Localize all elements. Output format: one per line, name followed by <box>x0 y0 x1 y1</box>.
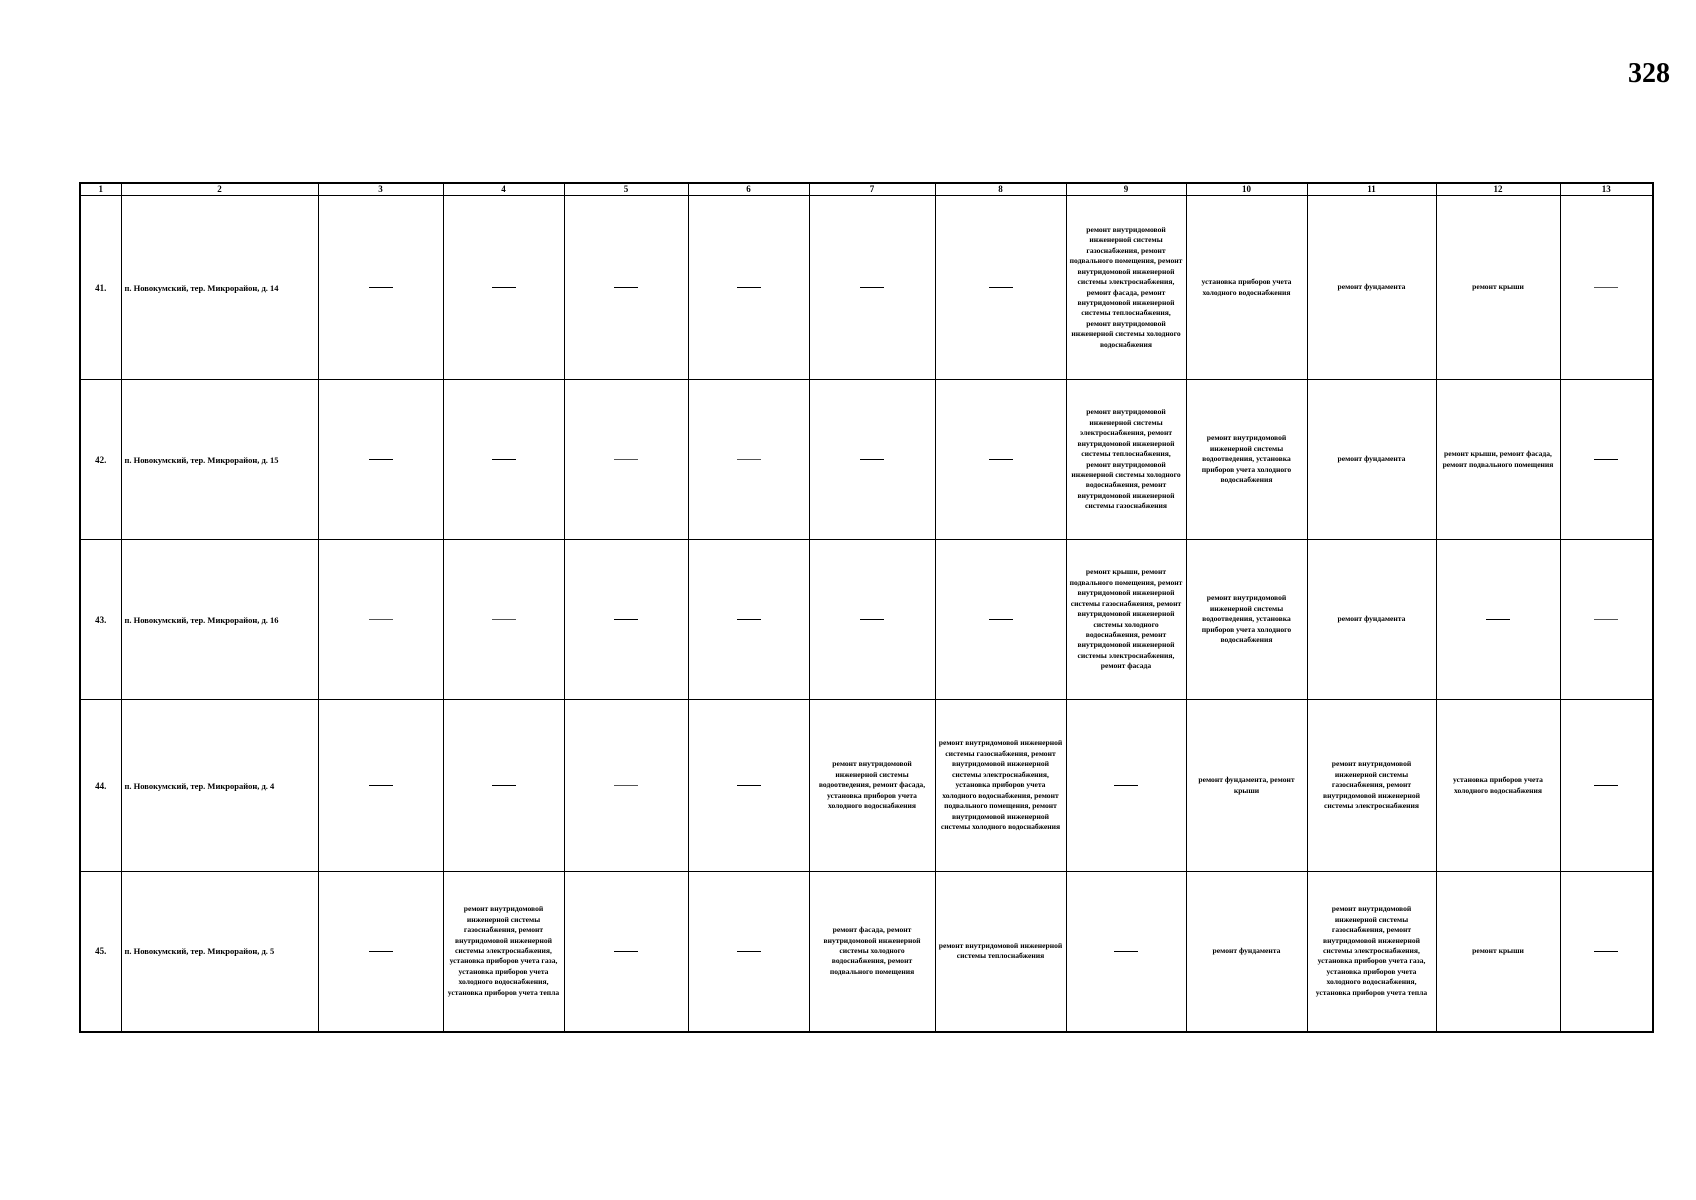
dash-mark <box>860 459 884 460</box>
empty-cell <box>564 872 688 1032</box>
empty-cell <box>1560 872 1653 1032</box>
empty-cell <box>688 700 809 872</box>
dash-mark <box>614 619 638 620</box>
dash-mark <box>614 459 638 460</box>
column-header: 2 <box>121 183 318 196</box>
empty-cell <box>564 380 688 540</box>
empty-cell <box>935 540 1066 700</box>
dash-mark <box>989 619 1013 620</box>
dash-mark <box>369 287 393 288</box>
column-header: 1 <box>80 183 121 196</box>
table-row <box>80 540 1653 700</box>
work-cell: ремонт крыши <box>1436 196 1560 380</box>
column-header: 6 <box>688 183 809 196</box>
column-header: 5 <box>564 183 688 196</box>
table-row <box>80 872 1653 1032</box>
column-header: 12 <box>1436 183 1560 196</box>
column-header: 10 <box>1186 183 1307 196</box>
row-number: 43. <box>80 540 121 700</box>
dash-mark <box>492 287 516 288</box>
dash-mark <box>614 785 638 786</box>
dash-mark <box>1594 287 1618 288</box>
empty-cell <box>809 196 935 380</box>
dash-mark <box>1114 785 1138 786</box>
work-cell: установка приборов учета холодного водоснабжения <box>1436 700 1560 872</box>
address-cell: п. Новокумский, тер. Микрорайон, д. 4 <box>121 700 318 872</box>
dash-mark <box>737 287 761 288</box>
column-header: 9 <box>1066 183 1186 196</box>
work-cell: ремонт внутридомовой инженерной системы газоснабжения, ремонт внутридомовой инженерной системы электроснабжения <box>1307 700 1436 872</box>
empty-cell <box>564 196 688 380</box>
work-cell: ремонт фундамента <box>1186 872 1307 1032</box>
empty-cell <box>318 196 443 380</box>
empty-cell <box>318 872 443 1032</box>
work-cell: ремонт внутридомовой инженерной системы газоснабжения, ремонт внутридомовой инженерной системы электроснабжения, установка приборов учета газа, установка приборов учета холодного водоснабжения, установка приборов учета тепла <box>1307 872 1436 1032</box>
dash-mark <box>737 785 761 786</box>
work-cell: ремонт внутридомовой инженерной системы водоотведения, ремонт фасада, установка приборов учета холодного водоснабжения <box>809 700 935 872</box>
dash-mark <box>1114 951 1138 952</box>
work-cell: ремонт фундамента <box>1307 380 1436 540</box>
dash-mark <box>1594 785 1618 786</box>
page-number: 328 <box>1628 58 1670 89</box>
work-cell: ремонт крыши, ремонт подвального помещения, ремонт внутридомовой инженерной системы газоснабжения, ремонт внутридомовой инженерной системы холодного водоснабжения, ремонт внутридомовой инженерной системы электроснабжения, ремонт фасада <box>1066 540 1186 700</box>
repair-schedule-table <box>79 182 1654 1033</box>
dash-mark <box>989 459 1013 460</box>
empty-cell <box>1560 540 1653 700</box>
dash-mark <box>989 287 1013 288</box>
work-cell: ремонт фундамента, ремонт крыши <box>1186 700 1307 872</box>
dash-mark <box>1594 459 1618 460</box>
dash-mark <box>492 619 516 620</box>
address-cell: п. Новокумский, тер. Микрорайон, д. 16 <box>121 540 318 700</box>
dash-mark <box>614 287 638 288</box>
address-cell: п. Новокумский, тер. Микрорайон, д. 5 <box>121 872 318 1032</box>
row-number: 45. <box>80 872 121 1032</box>
work-cell: ремонт внутридомовой инженерной системы водоотведения, установка приборов учета холодного водоснабжения <box>1186 380 1307 540</box>
work-cell: ремонт внутридомовой инженерной системы теплоснабжения <box>935 872 1066 1032</box>
table-row <box>80 700 1653 872</box>
work-cell: ремонт внутридомовой инженерной системы электроснабжения, ремонт внутридомовой инженерной системы теплоснабжения, ремонт внутридомовой инженерной системы холодного водоснабжения, ремонт внутридомовой инженерной системы газоснабжения <box>1066 380 1186 540</box>
work-cell: установка приборов учета холодного водоснабжения <box>1186 196 1307 380</box>
work-cell: ремонт фасада, ремонт внутридомовой инженерной системы холодного водоснабжения, ремонт подвального помещения <box>809 872 935 1032</box>
column-header: 8 <box>935 183 1066 196</box>
dash-mark <box>492 785 516 786</box>
empty-cell <box>1066 872 1186 1032</box>
empty-cell <box>688 540 809 700</box>
empty-cell <box>1560 196 1653 380</box>
table-row <box>80 196 1653 380</box>
table-row <box>80 380 1653 540</box>
dash-mark <box>614 951 638 952</box>
dash-mark <box>737 619 761 620</box>
empty-cell <box>318 540 443 700</box>
empty-cell <box>443 196 564 380</box>
dash-mark <box>1594 951 1618 952</box>
empty-cell <box>318 380 443 540</box>
dash-mark <box>860 287 884 288</box>
dash-mark <box>369 785 393 786</box>
work-cell: ремонт крыши <box>1436 872 1560 1032</box>
empty-cell <box>443 700 564 872</box>
work-cell: ремонт фундамента <box>1307 196 1436 380</box>
dash-mark <box>737 459 761 460</box>
empty-cell <box>1436 540 1560 700</box>
dash-mark <box>860 619 884 620</box>
empty-cell <box>809 540 935 700</box>
empty-cell <box>1560 700 1653 872</box>
empty-cell <box>564 700 688 872</box>
empty-cell <box>809 380 935 540</box>
empty-cell <box>443 540 564 700</box>
column-number-row <box>80 183 1653 196</box>
dash-mark <box>492 459 516 460</box>
column-header: 4 <box>443 183 564 196</box>
empty-cell <box>318 700 443 872</box>
column-header: 11 <box>1307 183 1436 196</box>
empty-cell <box>1560 380 1653 540</box>
address-cell: п. Новокумский, тер. Микрорайон, д. 14 <box>121 196 318 380</box>
empty-cell <box>688 196 809 380</box>
dash-mark <box>737 951 761 952</box>
work-cell: ремонт фундамента <box>1307 540 1436 700</box>
address-cell: п. Новокумский, тер. Микрорайон, д. 15 <box>121 380 318 540</box>
column-header: 3 <box>318 183 443 196</box>
empty-cell <box>688 380 809 540</box>
column-header: 7 <box>809 183 935 196</box>
empty-cell <box>443 380 564 540</box>
empty-cell <box>688 872 809 1032</box>
dash-mark <box>369 459 393 460</box>
work-cell: ремонт внутридомовой инженерной системы водоотведения, установка приборов учета холодного водоснабжения <box>1186 540 1307 700</box>
dash-mark <box>369 619 393 620</box>
work-cell: ремонт внутридомовой инженерной системы газоснабжения, ремонт подвального помещения, ремонт внутридомовой инженерной системы электроснабжения, ремонт фасада, ремонт внутридомовой инженерной системы теплоснабжения, ремонт внутридомовой инженерной системы холодного водоснабжения <box>1066 196 1186 380</box>
dash-mark <box>1594 619 1618 620</box>
work-cell: ремонт крыши, ремонт фасада, ремонт подвального помещения <box>1436 380 1560 540</box>
row-number: 44. <box>80 700 121 872</box>
dash-mark <box>1486 619 1510 620</box>
empty-cell <box>1066 700 1186 872</box>
row-number: 42. <box>80 380 121 540</box>
dash-mark <box>369 951 393 952</box>
column-header: 13 <box>1560 183 1653 196</box>
empty-cell <box>935 380 1066 540</box>
row-number: 41. <box>80 196 121 380</box>
work-cell: ремонт внутридомовой инженерной системы газоснабжения, ремонт внутридомовой инженерной системы электроснабжения, установка приборов учета холодного водоснабжения, ремонт подвального помещения, ремонт внутридомовой инженерной системы холодного водоснабжения <box>935 700 1066 872</box>
empty-cell <box>564 540 688 700</box>
work-cell: ремонт внутридомовой инженерной системы газоснабжения, ремонт внутридомовой инженерной системы электроснабжения, установка приборов учета газа, установка приборов учета холодного водоснабжения, установка приборов учета тепла <box>443 872 564 1032</box>
empty-cell <box>935 196 1066 380</box>
